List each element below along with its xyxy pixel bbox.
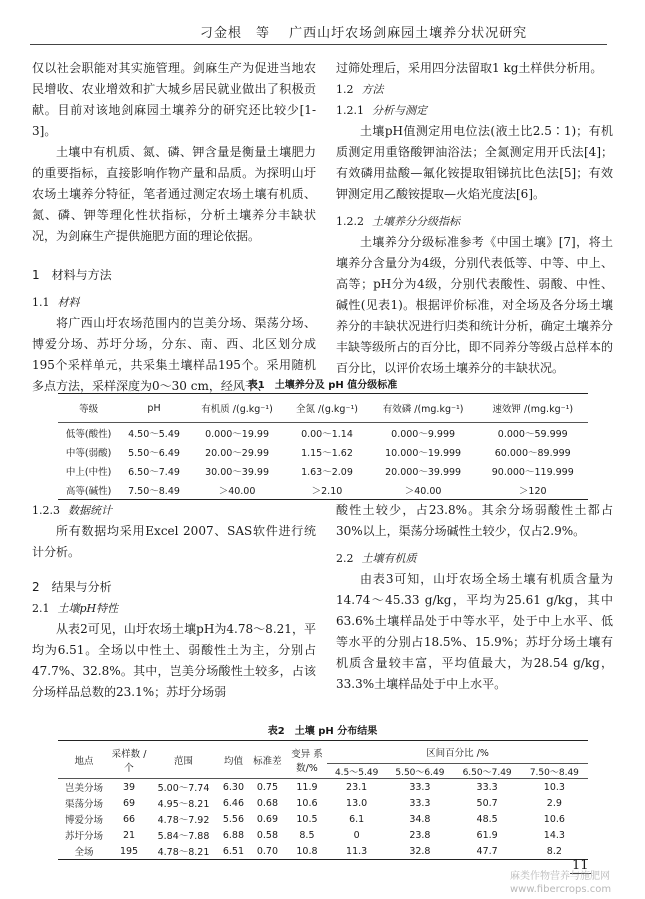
table-cell: 10.6 [543, 813, 565, 825]
table-cell: 33.3 [409, 797, 431, 809]
table-2-interval-header: 7.50～8.49 [521, 764, 588, 779]
table-cell: 33.3 [476, 781, 498, 793]
table-cell: 90.000～119.999 [491, 466, 574, 478]
table-cell: 0.68 [256, 797, 279, 809]
table-cell: 4.78～7.92 [157, 815, 210, 826]
table-cell: 11.9 [296, 781, 318, 793]
table-cell: 20.000～39.999 [385, 466, 462, 478]
table-cell: 0.75 [256, 781, 279, 793]
header-rule [30, 44, 607, 45]
table-cell: 61.9 [476, 829, 498, 841]
watermark-line: www.fibercrops.com [510, 884, 612, 895]
section-1-2-3-number: 1.2.3 [32, 504, 60, 517]
table-cell: 30.00～39.99 [205, 466, 269, 478]
table-1-header: pH [119, 394, 189, 423]
section-1-2-1-text: 土壤pH值测定用电位法(液土比2.5∶1)；有机质测定用重铬酸钾油浴法；全氮测定用开氏法[4]；有效磷用盐酸—氟化铵提取钼锑抗比色法[5]；有效钾测定用乙酸铵提取—火焰光度法[6]。 [336, 124, 613, 201]
table-cell: 0 [353, 829, 360, 841]
table-cell: 0.69 [256, 813, 279, 825]
section-2-1-number: 2.1 [32, 602, 50, 615]
table-cell: 33.3 [409, 781, 431, 793]
table-1-header: 全氮 /(g.kg⁻¹) [285, 394, 369, 423]
section-1-1-title: 材料 [57, 296, 80, 309]
header-text [200, 22, 527, 41]
header-title: 广西山圩农场剑麻园土壤养分状况研究 [289, 26, 528, 41]
table-2-header: 采样数 /个 [110, 741, 148, 779]
section-1-2-3-text: 所有数据均采用Excel 2007、SAS软件进行统计分析。 [32, 524, 316, 559]
section-2-1-title: 土壤pH特性 [57, 602, 119, 615]
running-header [0, 0, 645, 46]
table-cell: 0.000～9.999 [391, 428, 456, 440]
table-cell: 5.56 [222, 813, 245, 825]
header-authors: 刁金根 等 [200, 26, 271, 41]
section-1-1-number: 1.1 [32, 296, 50, 309]
table-cell: 50.7 [476, 797, 498, 809]
section-2-2-number: 2.2 [336, 552, 354, 565]
table-cell: 0.000～59.999 [497, 428, 568, 440]
table-row [58, 779, 588, 796]
table-cell: 10.5 [296, 813, 318, 825]
table-cell: 高等(碱性) [65, 485, 112, 497]
table-cell: 60.000～89.999 [494, 447, 571, 459]
table-cell: 中等(弱酸) [65, 447, 112, 459]
table-cell: 23.8 [409, 829, 431, 841]
watermark [510, 870, 611, 896]
table-cell: 渠荡分场 [65, 799, 104, 810]
table-cell: 中上(中性) [65, 466, 112, 478]
table-cell: 6.51 [222, 845, 245, 857]
table-2-header: 范围 [148, 741, 219, 779]
section-1-2-1-title: 分析与测定 [372, 104, 427, 117]
table-cell: 1.15～1.62 [301, 447, 353, 459]
section-1-heading: 1 材料与方法 [32, 268, 112, 282]
column-left-top [32, 58, 316, 397]
table-cell: 6.46 [222, 797, 245, 809]
table-cell: 10.000～19.999 [385, 447, 462, 459]
table-2-header: 变异 系数/% [287, 741, 327, 779]
section-1-2-3-title: 数据统计 [68, 504, 112, 517]
table-1-header: 等级 [58, 394, 119, 423]
table-1-header-row [58, 394, 588, 423]
table-cell: 岂美分场 [65, 783, 104, 794]
table-cell: 34.8 [409, 813, 431, 825]
table-cell: 14.3 [543, 829, 565, 841]
table-2-header: 均值 [219, 741, 248, 779]
table-cell: ＞2.10 [311, 485, 343, 497]
table-2-header: 区间百分比 /% [327, 741, 588, 764]
table-cell: ＞40.00 [404, 485, 442, 497]
table-cell: 39 [123, 781, 136, 793]
table-cell: 66 [123, 813, 136, 825]
column-left-bottom [32, 500, 316, 703]
table-2-header-row [58, 741, 588, 764]
table-1-header: 速效钾 /(mg.kg⁻¹) [478, 394, 589, 423]
table-2 [58, 740, 588, 860]
intro-paragraph-2: 土壤中有机质、氮、磷、钾含量是衡量土壤肥力的重要指标，直接影响作物产量和品质。为探明山圩农场土壤养分特征，笔者通过测定农场土壤有机质、氮、磷、钾等理化性状指标，分析土壤养分丰缺状况，为剑麻生产提供施肥方面的理论依据。 [32, 145, 316, 243]
table-cell: 8.2 [546, 845, 562, 857]
table-row [58, 827, 588, 843]
table-cell: 6.88 [222, 829, 245, 841]
continuation-text: 过筛处理后，采用四分法留取1 kg土样供分析用。 [336, 61, 603, 75]
table-cell: 20.00～29.99 [205, 447, 269, 459]
table-cell: 11.3 [346, 845, 368, 857]
table-cell: 10.3 [543, 781, 565, 793]
column-right-top [336, 58, 613, 379]
table-2-interval-header: 4.5～5.49 [327, 764, 386, 779]
table-cell: ＞120 [518, 485, 547, 497]
table-cell: 23.1 [346, 781, 368, 793]
table-row [58, 811, 588, 827]
table-cell: 0.00～1.14 [301, 428, 353, 440]
table-cell: 1.63～2.09 [301, 466, 353, 478]
table-row [58, 480, 588, 500]
table-cell: 0.70 [256, 845, 279, 857]
table-cell: 21 [123, 829, 136, 841]
table-2-interval-header: 5.50～6.49 [386, 764, 453, 779]
table-cell: 6.30 [222, 781, 245, 793]
table-cell: 低等(酸性) [65, 428, 112, 440]
table-cell: 10.6 [296, 797, 318, 809]
table-1-header: 有机质 /(g.kg⁻¹) [189, 394, 285, 423]
table-cell: 博爱分场 [65, 815, 104, 826]
table-cell: 4.50～5.49 [128, 428, 180, 440]
table-2-interval-header: 6.50～7.49 [454, 764, 521, 779]
table-cell: 4.78～8.21 [157, 847, 210, 858]
table-cell: 47.7 [476, 845, 498, 857]
table-cell: 5.84～7.88 [157, 831, 210, 842]
table-row [58, 795, 588, 811]
table-cell: 5.00～7.74 [157, 783, 210, 794]
continuation-text-2: 酸性土较少，占23.8%。其余分场弱酸性土都占30%以上，渠荡分场碱性土较少，仅占2.9%。 [336, 503, 613, 538]
table-cell: 10.8 [296, 845, 318, 857]
table-row [58, 442, 588, 461]
section-2-heading: 2 结果与分析 [32, 580, 112, 594]
table-row [58, 461, 588, 480]
table-cell: 32.8 [409, 845, 431, 857]
section-1-2-2-text: 土壤养分分级标准参考《中国土壤》[7]，将土壤养分含量分为4级，分别代表低等、中等、中上、高等；pH分为4级，分别代表酸性、弱酸、中性、碱性(见表1)。根据评价标准，对全场及各分场土壤养分的丰缺状况进行归类和统计分析，确定土壤养分丰缺等级所占的百分比，即不同养分等级占总样本的百分比，以评价农场土壤养分的丰缺状况。 [336, 235, 613, 375]
section-1-2-title: 方法 [361, 83, 384, 96]
section-1-2-2-number: 1.2.2 [336, 215, 364, 228]
table-cell: 0.58 [256, 829, 279, 841]
table-cell: 8.5 [299, 829, 315, 841]
table-row [58, 843, 588, 860]
table-cell: 2.9 [546, 797, 562, 809]
table-cell: 苏圩分场 [65, 831, 104, 842]
table-2-caption: 表2 土壤 pH 分布结果 [267, 726, 378, 737]
table-cell: 6.1 [349, 813, 365, 825]
table-cell: 6.50～7.49 [128, 466, 180, 478]
table-cell: 4.95～8.21 [157, 799, 210, 810]
table-cell: 0.000～19.99 [205, 428, 269, 440]
table-cell: 48.5 [476, 813, 498, 825]
table-1 [58, 393, 588, 500]
section-1-1-text: 将广西山圩农场范围内的岂美分场、渠荡分场、博爱分场、苏圩分场，分东、南、西、北区划分成195个采样单元，共采集土壤样品195个。采用随机多点方法，采样深度为0～30 cm，经风干、 [32, 316, 316, 393]
table-cell: 69 [123, 797, 136, 809]
watermark-line: 麻类作物营养与施肥网 [510, 871, 610, 882]
table-1-header: 有效磷 /(mg.kg⁻¹) [369, 394, 478, 423]
section-2-2-title: 土壤有机质 [361, 552, 417, 565]
table-2-header: 标准差 [248, 741, 287, 779]
table-2-header: 地点 [58, 741, 110, 779]
table-cell: ＞40.00 [218, 485, 256, 497]
table-row [58, 423, 588, 443]
section-1-2-1-number: 1.2.1 [336, 104, 364, 117]
intro-paragraph-1: 仅以社会职能对其实施管理。剑麻生产为促进当地农民增收、农业增效和扩大城乡居民就业做出了积极贡献。目前对该地剑麻园土壤养分的研究还比较少[1-3]。 [32, 61, 316, 138]
page-number: 11 [572, 858, 589, 873]
section-1-2-number: 1.2 [336, 83, 354, 96]
table-cell: 195 [119, 845, 139, 857]
section-1-2-2-title: 土壤养分分级指标 [372, 215, 460, 228]
section-2-1-text: 从表2可见，山圩农场土壤pH为4.78～8.21，平均为6.51。全场以中性土、弱酸性土为主，分别占47.7%、32.8%。其中，岂美分场酸性土较多，占该分场样品总数的23.1%；苏圩分场弱 [32, 622, 316, 699]
table-cell: 13.0 [346, 797, 368, 809]
section-2-2-text: 由表3可知，山圩农场全场土壤有机质含量为14.74～45.33 g/kg，平均为25.61 g/kg，其中63.6%土壤样品处于中等水平，处于中上水平、低等水平的分别占18.5%、15.9%；苏圩分场土壤有机质含量较丰富，平均值最大，为28.54 g/kg，33.3%土壤样品处于中上水平。 [336, 572, 613, 691]
table-1-caption: 表1 土壤养分及 pH 值分级标准 [247, 380, 398, 391]
table-cell: 7.50～8.49 [128, 485, 180, 497]
table-cell: 5.50～6.49 [128, 447, 180, 459]
table-cell: 全场 [74, 847, 94, 858]
column-right-bottom [336, 500, 613, 695]
